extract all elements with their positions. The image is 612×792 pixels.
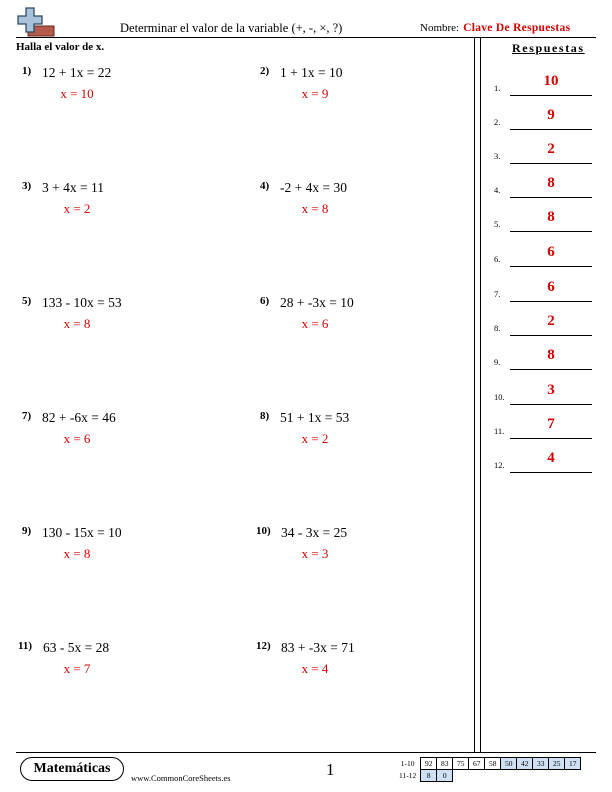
problem-number: 12) xyxy=(256,640,271,652)
problem-4 xyxy=(260,180,470,220)
problem-equation: 1 + 1x = 10 xyxy=(280,65,343,80)
answer-index: 4. xyxy=(494,185,501,195)
answer-value: 3 xyxy=(547,382,555,398)
header-divider xyxy=(16,37,596,38)
problem-equation: 63 - 5x = 28 xyxy=(43,640,110,655)
problem-equation: 34 - 3x = 25 xyxy=(281,525,348,540)
answer-line xyxy=(510,266,592,267)
problem-number: 1) xyxy=(22,65,32,77)
answer-value: 10 xyxy=(543,73,559,89)
name-label: Nombre: xyxy=(420,22,460,34)
answer-line xyxy=(510,95,592,96)
answers-column-divider xyxy=(474,37,475,752)
score-cell: 50 xyxy=(501,758,517,770)
score-cell: 25 xyxy=(549,758,565,770)
name-field xyxy=(420,22,570,34)
score-cell: 83 xyxy=(437,758,453,770)
answer-row-9 xyxy=(494,347,594,367)
answer-index: 3. xyxy=(494,151,501,161)
answer-row-12 xyxy=(494,450,594,470)
site-url: www.CommonCoreSheets.es xyxy=(131,773,231,783)
problem-answer: x = 2 xyxy=(63,201,91,216)
answer-row-2 xyxy=(494,107,594,127)
problem-number: 8) xyxy=(260,410,270,422)
answer-index: 10. xyxy=(494,392,505,402)
problem-answer: x = 2 xyxy=(301,431,329,446)
problem-answer: x = 3 xyxy=(301,546,329,561)
answer-row-11 xyxy=(494,416,594,436)
problem-equation: 83 + -3x = 71 xyxy=(281,640,355,655)
answer-index: 5. xyxy=(494,219,501,229)
answer-value: 6 xyxy=(547,244,555,260)
problem-10 xyxy=(256,525,466,565)
score-range-label: 11-12 xyxy=(399,771,417,780)
answer-value: 2 xyxy=(547,313,555,329)
answer-index: 7. xyxy=(494,289,501,299)
problem-equation: 130 - 15x = 10 xyxy=(42,525,122,540)
problem-number: 4) xyxy=(260,180,270,192)
answer-row-4 xyxy=(494,175,594,195)
answers-heading: Respuestas xyxy=(512,41,585,55)
answer-line xyxy=(510,438,592,439)
problem-equation: 51 + 1x = 53 xyxy=(280,410,350,425)
answer-row-1 xyxy=(494,73,594,93)
problem-equation: 28 + -3x = 10 xyxy=(280,295,354,310)
answer-value: 8 xyxy=(547,209,555,225)
answer-line xyxy=(510,369,592,370)
problem-number: 7) xyxy=(22,410,32,422)
answer-index: 8. xyxy=(494,323,501,333)
answer-index: 2. xyxy=(494,117,501,127)
problem-7 xyxy=(22,410,232,450)
worksheet-title: Determinar el valor de la variable (+, -, ×, ?) xyxy=(120,21,343,35)
answer-value: 8 xyxy=(547,347,555,363)
problem-equation: 82 + -6x = 46 xyxy=(42,410,116,425)
answer-value: 6 xyxy=(547,279,555,295)
score-range-label: 1-10 xyxy=(400,759,415,768)
problem-answer: x = 10 xyxy=(60,86,94,101)
problem-3 xyxy=(22,180,232,220)
score-table xyxy=(397,757,581,782)
problem-number: 6) xyxy=(260,295,270,307)
problem-8 xyxy=(260,410,470,450)
answer-value: 8 xyxy=(547,175,555,191)
score-cell: 58 xyxy=(485,758,501,770)
answer-line xyxy=(510,163,592,164)
problem-answer: x = 9 xyxy=(301,86,329,101)
instructions: Halla el valor de x. xyxy=(16,41,105,53)
problem-number: 11) xyxy=(18,640,33,652)
answer-index: 9. xyxy=(494,357,501,367)
answer-line xyxy=(510,231,592,232)
answer-value: 2 xyxy=(547,141,555,157)
score-cell: 92 xyxy=(421,758,437,770)
answer-line xyxy=(510,404,592,405)
plus-minus-logo-icon xyxy=(16,6,56,38)
problem-equation: -2 + 4x = 30 xyxy=(280,180,347,195)
answer-row-6 xyxy=(494,244,594,264)
answer-index: 11. xyxy=(494,426,505,436)
answer-row-10 xyxy=(494,382,594,402)
answer-index: 6. xyxy=(494,254,501,264)
score-cell: 0 xyxy=(437,770,453,782)
problem-6 xyxy=(260,295,470,335)
footer-divider xyxy=(16,752,596,753)
problem-number: 5) xyxy=(22,295,32,307)
answer-value: 4 xyxy=(547,450,555,466)
answer-value: 9 xyxy=(547,107,555,123)
answer-row-8 xyxy=(494,313,594,333)
problem-equation: 12 + 1x = 22 xyxy=(42,65,112,80)
answer-row-3 xyxy=(494,141,594,161)
score-cell: 33 xyxy=(533,758,549,770)
problem-9 xyxy=(22,525,232,565)
score-cell: 67 xyxy=(469,758,485,770)
problem-answer: x = 4 xyxy=(301,661,329,676)
answer-index: 12. xyxy=(494,460,505,470)
answer-line xyxy=(510,197,592,198)
answer-key-label: Clave De Respuestas xyxy=(463,22,571,34)
problem-number: 3) xyxy=(22,180,32,192)
score-cell: 8 xyxy=(421,770,437,782)
problem-number: 10) xyxy=(256,525,271,537)
problem-2 xyxy=(260,65,470,105)
problem-answer: x = 7 xyxy=(63,661,91,676)
problem-1 xyxy=(22,65,232,105)
subject-badge xyxy=(20,757,124,781)
problem-number: 2) xyxy=(260,65,270,77)
problem-5 xyxy=(22,295,232,335)
answer-index: 1. xyxy=(494,83,501,93)
answer-line xyxy=(510,472,592,473)
problem-answer: x = 8 xyxy=(63,316,91,331)
answer-value: 7 xyxy=(547,416,555,432)
problem-equation: 133 - 10x = 53 xyxy=(42,295,122,310)
problem-answer: x = 8 xyxy=(301,201,329,216)
score-cell: 75 xyxy=(453,758,469,770)
answer-line xyxy=(510,301,592,302)
answer-line xyxy=(510,335,592,336)
answer-row-5 xyxy=(494,209,594,229)
page-number: 1 xyxy=(326,760,335,779)
problem-11 xyxy=(18,640,228,680)
answer-row-7 xyxy=(494,279,594,299)
problem-answer: x = 6 xyxy=(63,431,91,446)
problem-equation: 3 + 4x = 11 xyxy=(42,180,104,195)
score-cell: 17 xyxy=(565,758,581,770)
problem-answer: x = 8 xyxy=(63,546,91,561)
score-cell: 42 xyxy=(517,758,533,770)
problem-12 xyxy=(256,640,466,680)
problem-number: 9) xyxy=(22,525,32,537)
answer-line xyxy=(510,129,592,130)
subject-label: Matemáticas xyxy=(33,761,111,776)
problem-answer: x = 6 xyxy=(301,316,329,331)
answers-column-divider-inner xyxy=(480,37,481,752)
